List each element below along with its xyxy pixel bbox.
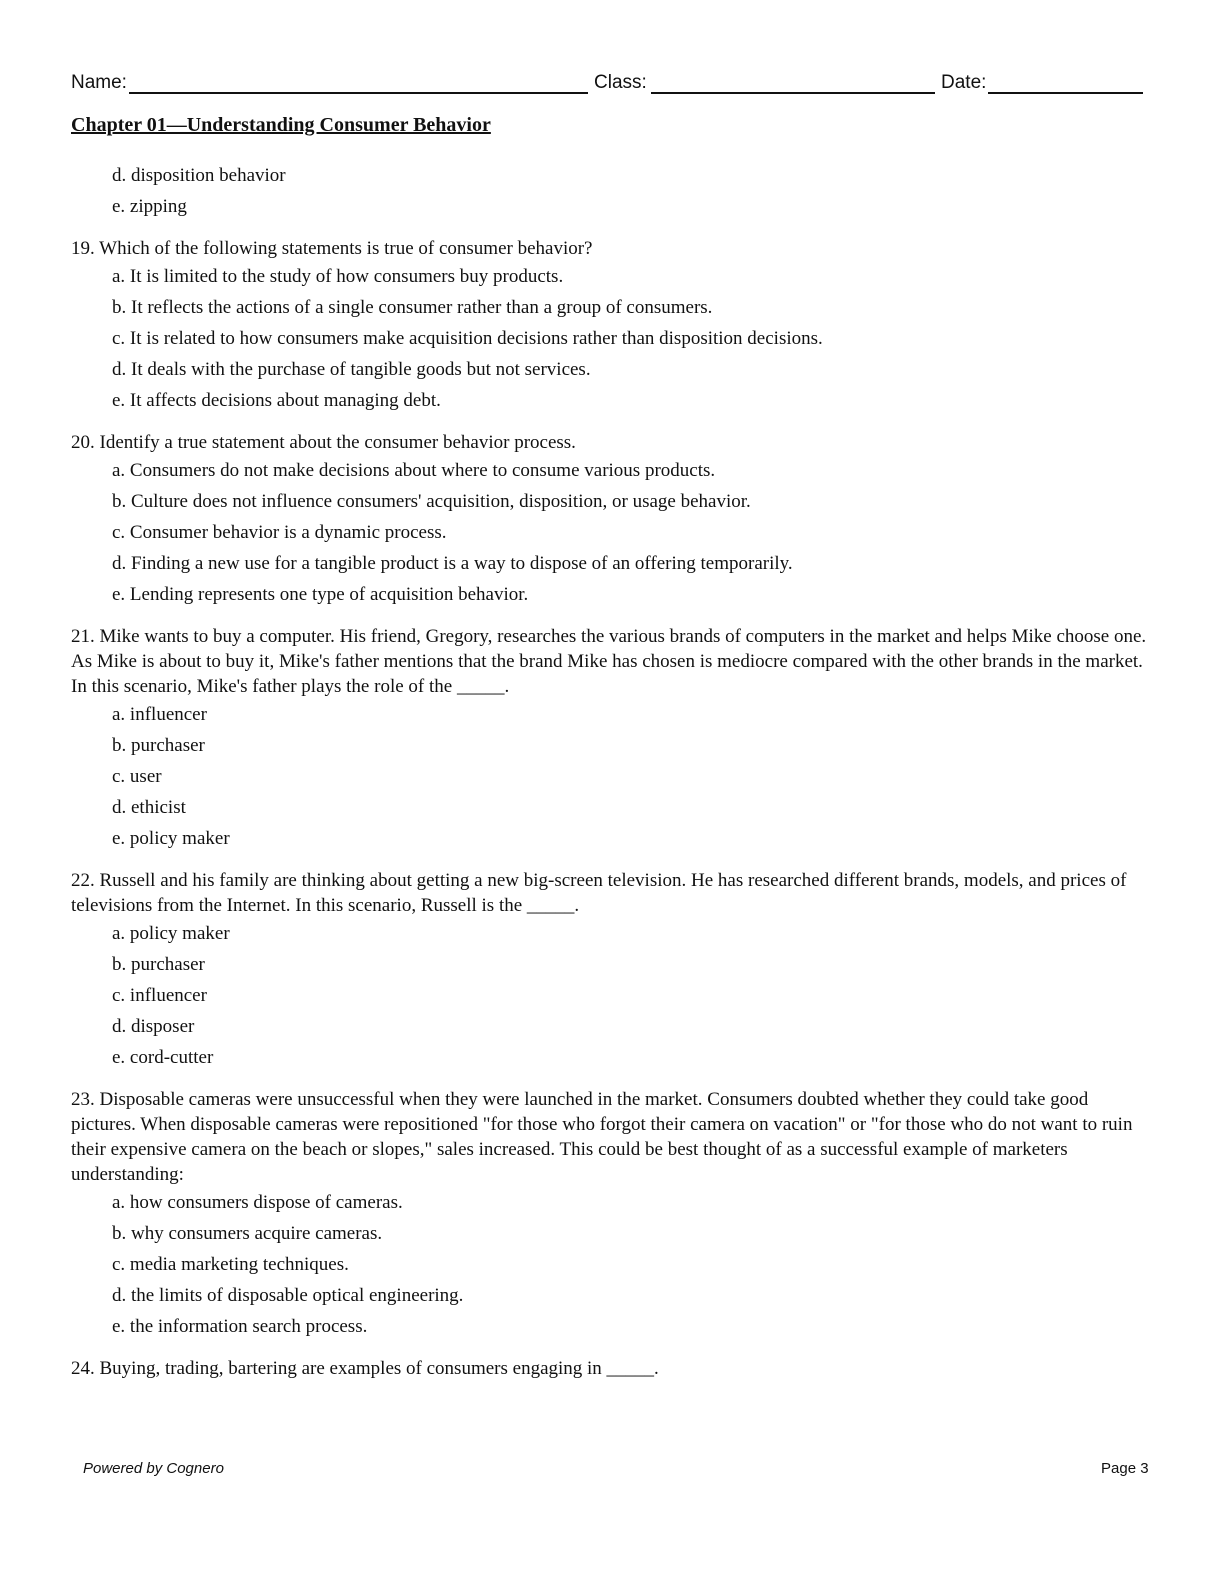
- worksheet-header: [71, 70, 1143, 98]
- question-stem: 24. Buying, trading, bartering are examples of consumers engaging in _____.: [71, 1358, 659, 1379]
- question-stem: 23. Disposable cameras were unsuccessful when they were launched in the market. Consumers doubted whether they could take good pictures. When disposable cameras were repositioned "for those who forgot their camera on vacation" or "for those who do not want to ruin their expensive camera on the beach or slopes," sales increased. This could be best thought of as a successful example of marketers understanding:: [71, 1089, 1133, 1185]
- answer-option: d. the limits of disposable optical engineering.: [112, 1285, 464, 1306]
- answer-option: e. Lending represents one type of acquisition behavior.: [112, 584, 529, 605]
- question-23: [71, 1087, 1151, 1342]
- question-stem: 20. Identify a true statement about the consumer behavior process.: [71, 432, 576, 453]
- answer-option: e. policy maker: [112, 828, 230, 849]
- class-label: Class:: [594, 72, 647, 93]
- answer-option: a. influencer: [112, 704, 207, 725]
- answer-option: d. Finding a new use for a tangible product is a way to dispose of an offering temporarily.: [112, 553, 793, 574]
- answer-option: e. zipping: [112, 196, 187, 217]
- answer-option: b. purchaser: [112, 954, 205, 975]
- answer-option: c. user: [112, 766, 162, 787]
- answer-option: b. why consumers acquire cameras.: [112, 1223, 383, 1244]
- answer-option: d. ethicist: [112, 797, 186, 818]
- answer-option: e. cord-cutter: [112, 1047, 214, 1068]
- carryover-options: [71, 160, 1151, 222]
- answer-option: c. Consumer behavior is a dynamic process.: [112, 522, 447, 543]
- powered-by-footer: Powered by Cognero: [83, 1460, 224, 1477]
- date-label: Date:: [941, 72, 987, 93]
- date-blank-line: [988, 92, 1143, 94]
- class-blank-line: [651, 92, 935, 94]
- name-blank-line: [129, 92, 588, 94]
- answer-option: c. It is related to how consumers make acquisition decisions rather than disposition decisions.: [112, 328, 823, 349]
- answer-option: b. Culture does not influence consumers' acquisition, disposition, or usage behavior.: [112, 491, 751, 512]
- question-stem: 21. Mike wants to buy a computer. His friend, Gregory, researches the various brands of computers in the market and helps Mike choose one. As Mike is about to buy it, Mike's father mentions that the brand Mike has chosen is mediocre compared with the other brands in the market. In this scenario, Mike's father plays the role of the _____.: [71, 626, 1147, 697]
- question-stem: 19. Which of the following statements is true of consumer behavior?: [71, 238, 593, 259]
- question-list: [71, 160, 1151, 1395]
- answer-option: c. influencer: [112, 985, 207, 1006]
- question-19: [71, 236, 1151, 416]
- answer-option: d. disposition behavior: [112, 165, 286, 186]
- answer-option: e. the information search process.: [112, 1316, 368, 1337]
- answer-option: e. It affects decisions about managing debt.: [112, 390, 441, 411]
- question-21: [71, 624, 1151, 854]
- chapter-title: Chapter 01—Understanding Consumer Behavior: [71, 114, 491, 136]
- question-24: [71, 1356, 1151, 1381]
- answer-option: b. purchaser: [112, 735, 205, 756]
- question-22: [71, 868, 1151, 1073]
- question-stem: 22. Russell and his family are thinking about getting a new big-screen television. He has researched different brands, models, and prices of televisions from the Internet. In this scenario, Russell is the _____.: [71, 870, 1127, 916]
- answer-option: a. It is limited to the study of how consumers buy products.: [112, 266, 564, 287]
- answer-option: b. It reflects the actions of a single consumer rather than a group of consumers.: [112, 297, 713, 318]
- answer-option: d. disposer: [112, 1016, 195, 1037]
- answer-option: d. It deals with the purchase of tangible goods but not services.: [112, 359, 591, 380]
- answer-option: a. how consumers dispose of cameras.: [112, 1192, 403, 1213]
- page-number: Page 3: [1101, 1460, 1149, 1477]
- question-20: [71, 430, 1151, 610]
- name-label: Name:: [71, 72, 127, 93]
- answer-option: c. media marketing techniques.: [112, 1254, 349, 1275]
- answer-option: a. policy maker: [112, 923, 230, 944]
- answer-option: a. Consumers do not make decisions about where to consume various products.: [112, 460, 716, 481]
